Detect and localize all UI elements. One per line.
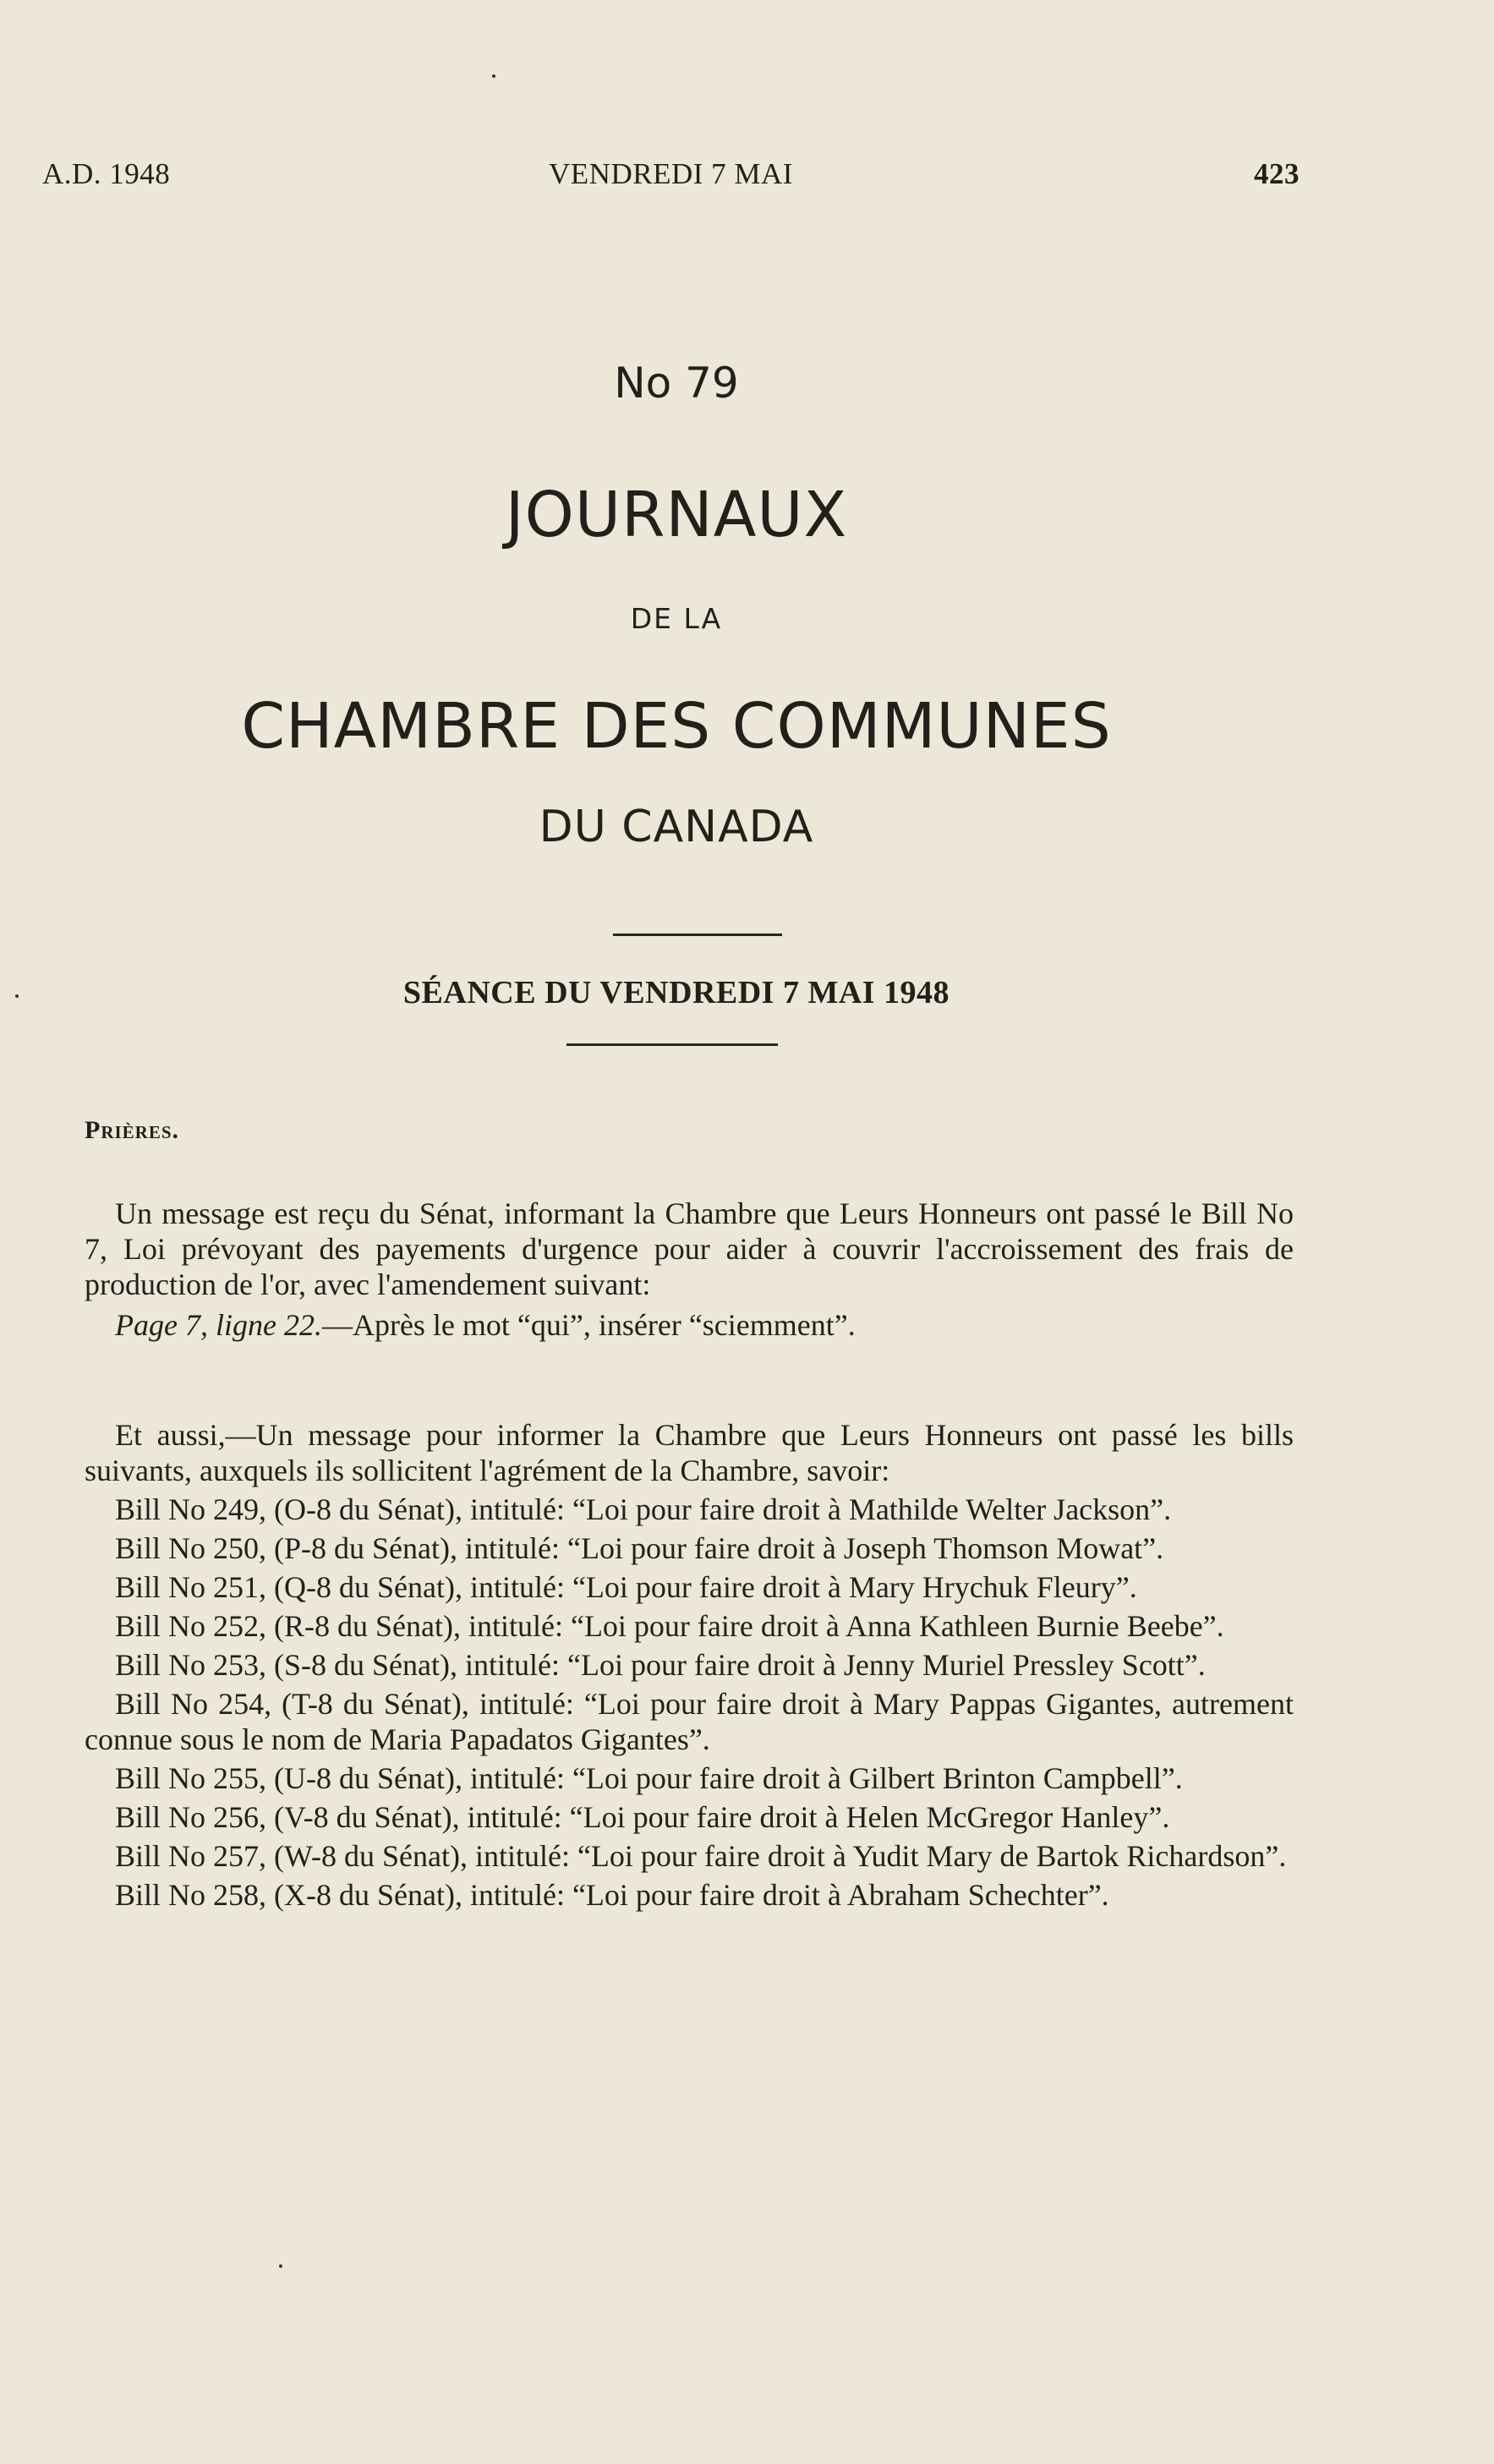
amendment-reference: Page 7, ligne 22. [115,1308,322,1342]
header-date: VENDREDI 7 MAI [549,157,793,190]
bill-entry: Bill No 255, (U-8 du Sénat), intitulé: “Loi pour faire droit à Gilbert Brinton Campbell”. [115,1761,1183,1795]
running-header [42,157,1300,200]
sitting-heading: SÉANCE DU VENDREDI 7 MAI 1948 [402,975,950,1010]
journal-title: JOURNAUX [505,479,848,551]
title-connector: DE LA [630,602,723,635]
bill-entry: Bill No 258, (X-8 du Sénat), intitulé: “Loi pour faire droit à Abraham Schechter”. [115,1878,1109,1912]
bills-block [85,1417,1294,1916]
message-paragraph: Un message est reçu du Sénat, informant la Chambre que Leurs Honneurs ont passé le Bill No 7, Loi prévoyant des payements d'urgence pour aider à couvrir l'accroissement des frais de production de l'or, avec l'amendement suivant: [85,1196,1294,1301]
header-year: A.D. 1948 [42,157,171,190]
prayers-heading: Prières. [85,1116,180,1144]
divider-rule [613,934,782,936]
bill-entry: Bill No 253, (S-8 du Sénat), intitulé: “Loi pour faire droit à Jenny Muriel Pressley Scott”. [115,1648,1206,1682]
bill-entry: Bill No 251, (Q-8 du Sénat), intitulé: “Loi pour faire droit à Mary Hrychuk Fleury”. [115,1570,1137,1604]
issue-number: No 79 [614,359,739,408]
country-name: DU CANADA [539,802,814,852]
bill-entry: Bill No 256, (V-8 du Sénat), intitulé: “Loi pour faire droit à Helen McGregor Hanley”. [115,1800,1170,1834]
bill-entry: Bill No 257, (W-8 du Sénat), intitulé: “Loi pour faire droit à Yudit Mary de Bartok Richardson”. [115,1839,1287,1873]
bill-entry: Bill No 250, (P-8 du Sénat), intitulé: “Loi pour faire droit à Joseph Thomson Mowat”. [115,1531,1164,1565]
bill-entry: Bill No 254, (T-8 du Sénat), intitulé: “Loi pour faire droit à Mary Pappas Gigantes, autrement connue sous le nom de Maria Papadatos Gigantes”. [85,1687,1294,1756]
message-block [85,1196,1294,1343]
divider-rule [566,1043,778,1046]
second-message-paragraph: Et aussi,—Un message pour informer la Chambre que Leurs Honneurs ont passé les bills suivants, auxquels ils sollicitent l'agrément de la Chambre, savoir: [85,1418,1294,1487]
bill-entry: Bill No 252, (R-8 du Sénat), intitulé: “Loi pour faire droit à Anna Kathleen Burnie Beebe”. [115,1609,1224,1643]
house-name: CHAMBRE DES COMMUNES [241,690,1112,763]
print-speck [492,74,495,78]
bill-entry: Bill No 249, (O-8 du Sénat), intitulé: “Loi pour faire droit à Mathilde Welter Jackson”. [115,1492,1172,1526]
page-number: 423 [1254,157,1300,190]
print-speck [279,2264,282,2268]
print-speck [15,994,19,998]
amendment-line [85,1307,1294,1343]
bills-list [85,1492,1294,1913]
amendment-text: —Après le mot “qui”, insérer “sciemment”. [321,1308,856,1342]
